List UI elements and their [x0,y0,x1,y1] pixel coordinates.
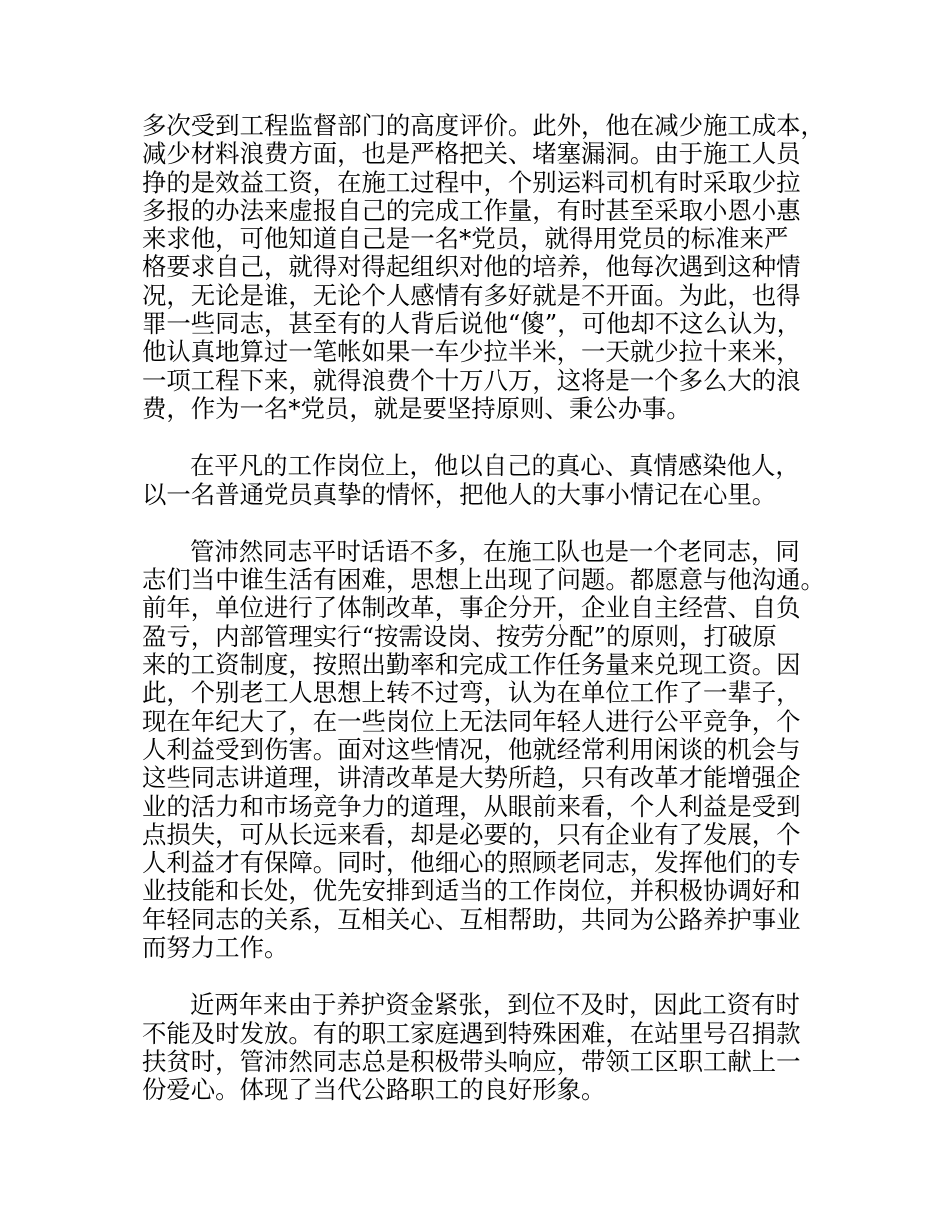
text-line: 志们当中谁生活有困难，思想上出现了问题。都愿意与他沟通。 [142,565,825,595]
text-line: 这些同志讲道理，讲清改革是大势所趋，只有改革才能增强企 [142,763,801,793]
text-line: 业技能和长处，优先安排到适当的工作岗位，并积极协调好和 [142,876,801,906]
text-line: 管沛然同志平时话语不多，在施工队也是一个老同志，同 [190,536,800,566]
paragraph-1 [142,112,830,423]
text-line: 不能及时发放。有的职工家庭遇到特殊困难，在站里号召捐款 [142,1018,801,1048]
text-line: 此，个别老工人思想上转不过弯，认为在单位工作了一辈子， [142,678,801,708]
text-line: 以一名普通党员真挚的情怀，把他人的大事小情记在心里。 [142,479,777,509]
paragraph-spacer [142,509,830,538]
text-line: 他认真地算过一笔帐如果一车少拉半米，一天就少拉十来米， [142,337,801,367]
text-line: 而努力工作。 [142,933,289,963]
text-line: 减少材料浪费方面，也是严格把关、堵塞漏洞。由于施工人员 [142,139,801,169]
paragraph-4 [142,991,830,1104]
text-line: 一项工程下来，就得浪费个十万八万，这将是一个多么大的浪 [142,365,801,395]
text-line: 盈亏，内部管理实行“按需设岗、按劳分配”的原则，打破原 [142,621,777,651]
text-line: 罪一些同志，甚至有的人背后说他“傻”，可他却不这么认为， [142,309,802,339]
text-line: 扶贫时，管沛然同志总是积极带头响应，带领工区职工献上一 [142,1046,801,1076]
document-body [142,112,830,1105]
paragraph-2 [142,452,830,509]
text-line: 多报的办法来虚报自己的完成工作量，有时甚至采取小恩小惠 [142,195,801,225]
paragraph-3 [142,538,830,962]
paragraph-spacer [142,962,830,991]
text-line: 年轻同志的关系，互相关心、互相帮助，共同为公路养护事业 [142,904,801,934]
text-line: 多次受到工程监督部门的高度评价。此外，他在减少施工成本， [142,111,825,140]
text-line: 份爱心。体现了当代公路职工的良好形象。 [142,1075,606,1105]
text-line: 点损失，可从长远来看，却是必要的，只有企业有了发展，个 [142,819,801,849]
text-line: 挣的是效益工资，在施工过程中，个别运料司机有时采取少拉 [142,167,801,197]
text-line: 人利益才有保障。同时，他细心的照顾老同志，发挥他们的专 [142,848,801,878]
text-line: 格要求自己，就得对得起组织对他的培养，他每次遇到这种情 [142,252,801,282]
text-line: 费，作为一名*党员，就是要坚持原则、秉公办事。 [142,393,691,423]
text-line: 近两年来由于养护资金紧张，到位不及时，因此工资有时 [190,990,800,1020]
text-line: 前年，单位进行了体制改革，事企分开，企业自主经营、自负 [142,593,801,623]
paragraph-spacer [142,423,830,452]
text-line: 在平凡的工作岗位上，他以自己的真心、真情感染他人， [190,451,800,481]
text-line: 人利益受到伤害。面对这些情况，他就经常利用闲谈的机会与 [142,734,801,764]
text-line: 业的活力和市场竞争力的道理，从眼前来看，个人利益是受到 [142,791,801,821]
text-line: 况，无论是谁，无论个人感情有多好就是不开面。为此，也得 [142,280,801,310]
text-line: 来求他，可他知道自己是一名*党员，就得用党员的标准来严 [142,224,789,254]
text-line: 现在年纪大了，在一些岗位上无法同年轻人进行公平竞争，个 [142,706,801,736]
text-line: 来的工资制度，按照出勤率和完成工作任务量来兑现工资。因 [142,650,801,680]
